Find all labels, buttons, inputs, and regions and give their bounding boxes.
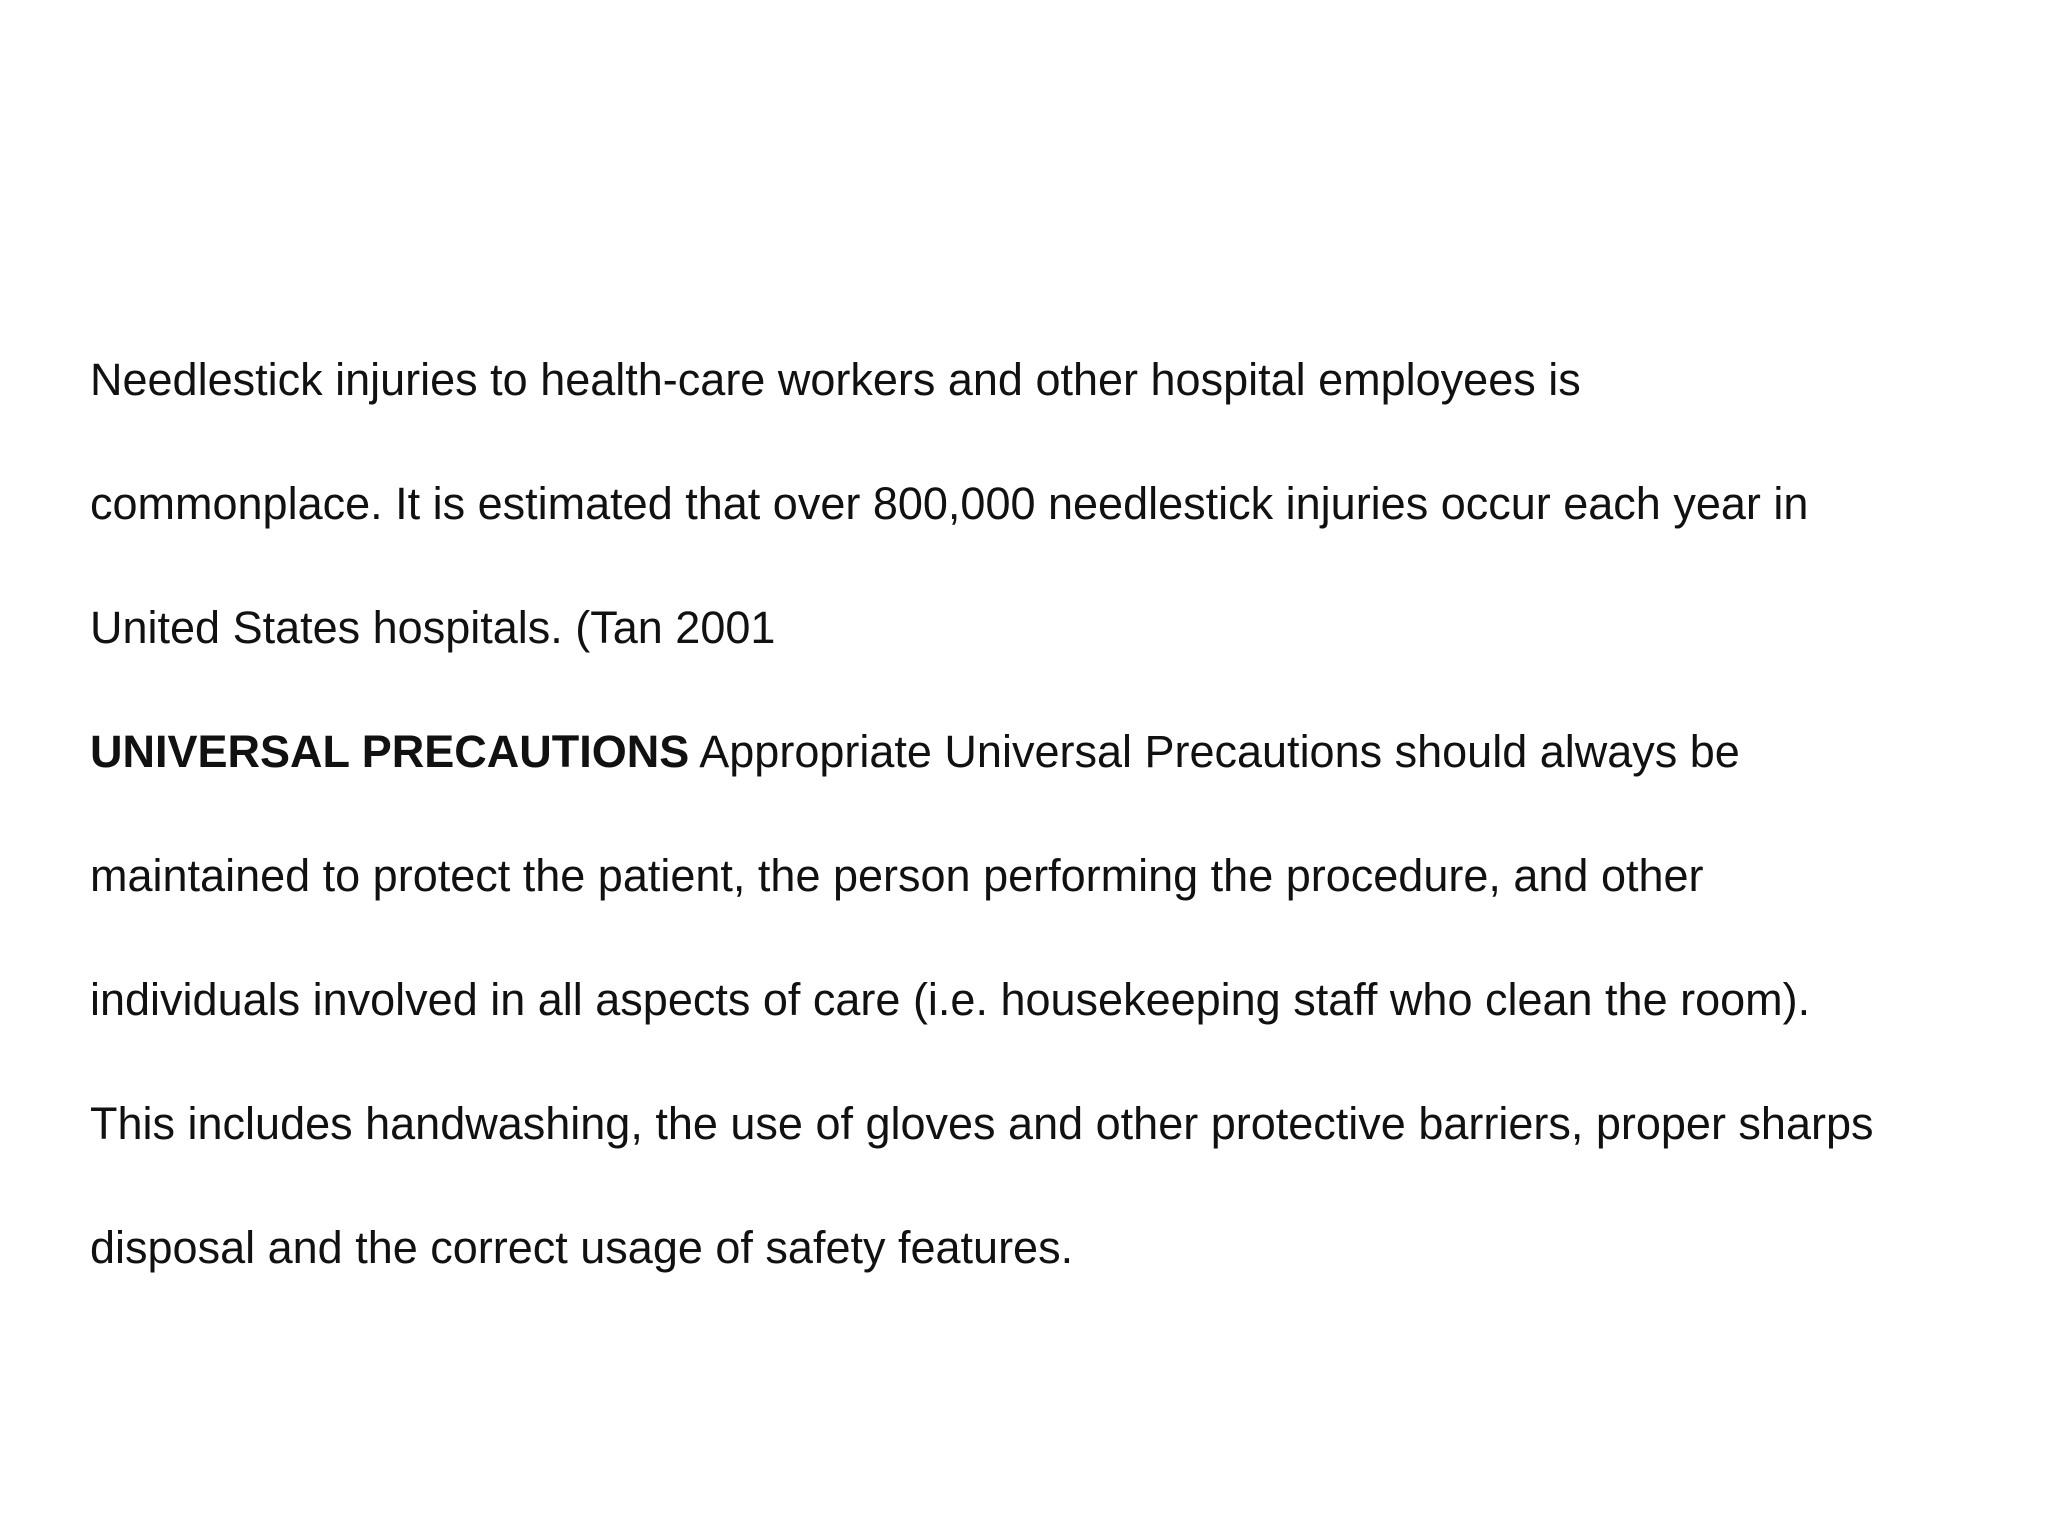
section-heading-universal-precautions: UNIVERSAL PRECAUTIONS [90,726,690,777]
paragraph-2-line-3: individuals involved in all aspects of care (i.e. housekeeping staff who clean the room). [90,974,1811,1025]
paragraph-1-line-1: Needlestick injuries to health-care workers and other hospital employees is [90,354,1581,405]
paragraph-1-line-2: commonplace. It is estimated that over 800,000 needlestick injuries occur each year in [90,478,1809,529]
document-page [90,340,2020,1332]
paragraph-2-line-4: This includes handwashing, the use of gloves and other protective barriers, proper sharps [90,1098,1874,1149]
paragraph-2-line-1-text: Appropriate Universal Precautions should always be [689,726,1740,777]
paragraph-2-line-1 [90,712,2020,836]
paragraph-2-line-2: maintained to protect the patient, the person performing the procedure, and other [90,850,1704,901]
paragraph-1-line-3: United States hospitals. (Tan 2001 [90,602,776,653]
paragraph-2-line-5: disposal and the correct usage of safety features. [90,1222,1074,1273]
